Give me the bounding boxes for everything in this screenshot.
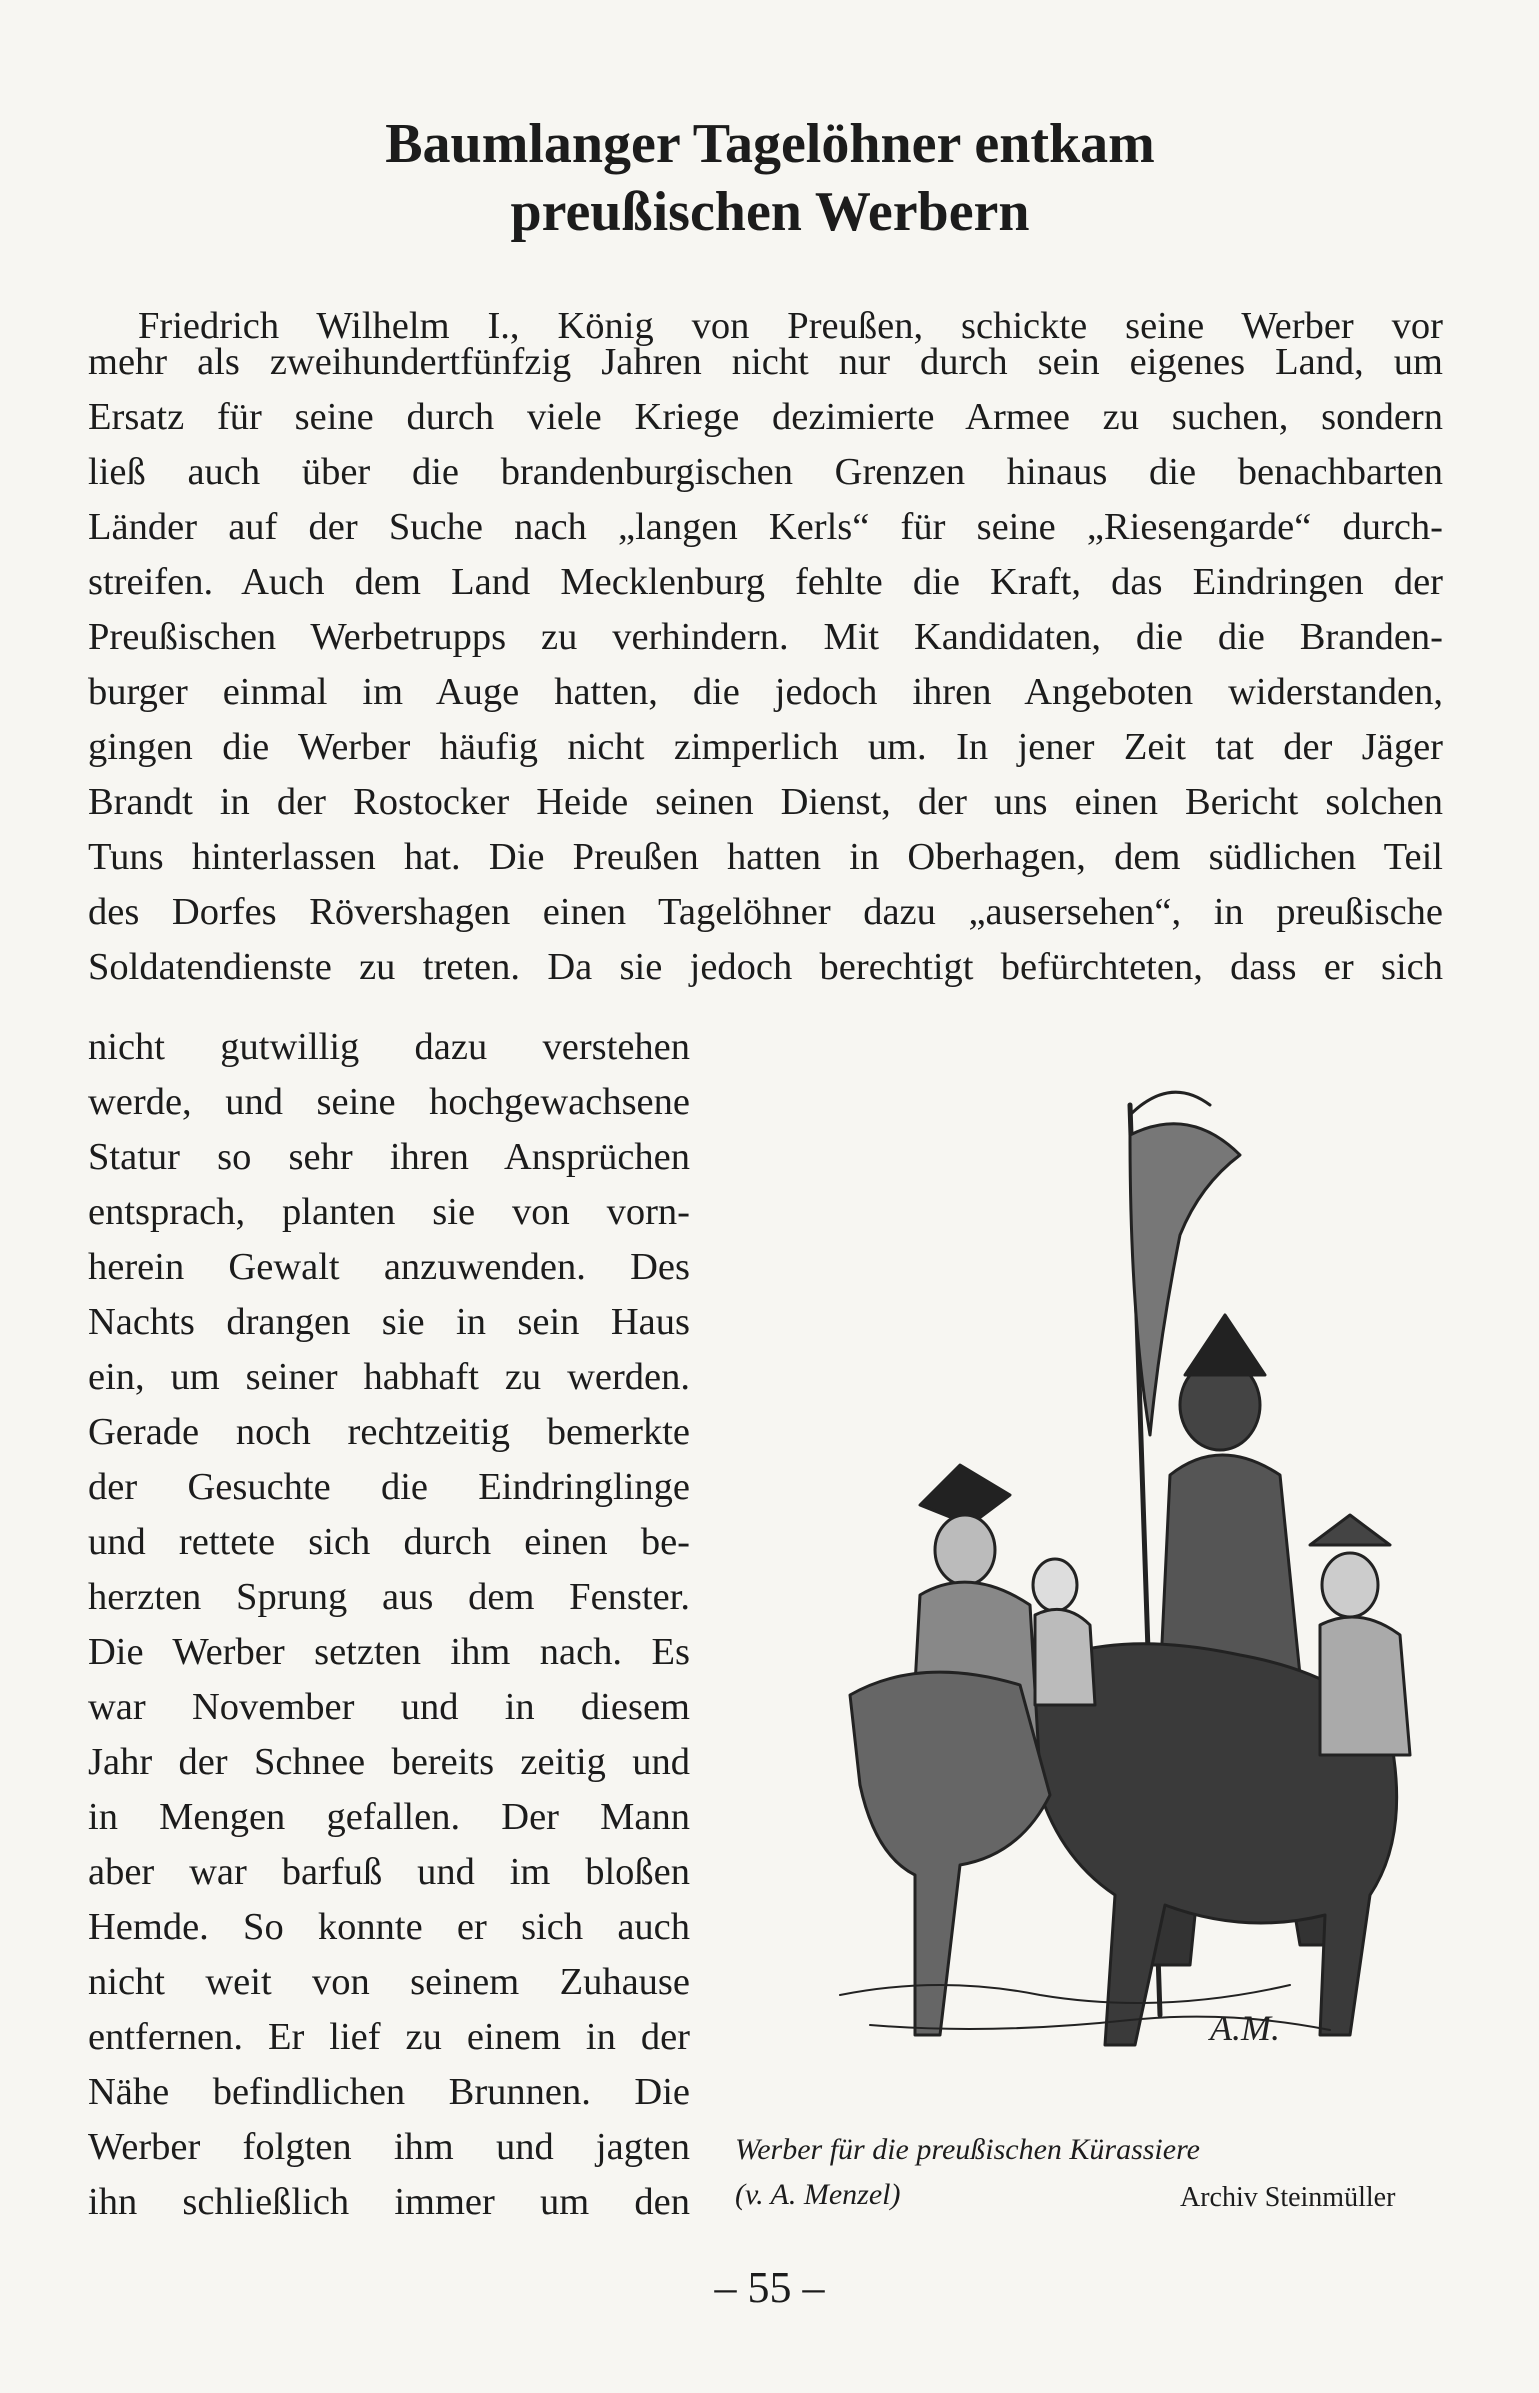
illustration-cuirassiers xyxy=(830,1075,1430,2075)
body-line: in Mengen gefallen. Der Mann xyxy=(88,1796,690,1838)
body-line: Nähe befindlichen Brunnen. Die xyxy=(88,2071,690,2113)
body-line: Die Werber setzten ihm nach. Es xyxy=(88,1631,690,1673)
body-line: und rettete sich durch einen be- xyxy=(88,1521,690,1563)
title-line-1: Baumlanger Tagelöhner entkam xyxy=(385,113,1155,175)
body-line: ließ auch über die brandenburgischen Grenzen hinaus die benachbarten xyxy=(88,451,1443,493)
body-line: burger einmal im Auge hatten, die jedoch ihren Angeboten widerstanden, xyxy=(88,671,1443,713)
body-line: Gerade noch rechtzeitig bemerkte xyxy=(88,1411,690,1453)
body-line: Tuns hinterlassen hat. Die Preußen hatten in Oberhagen, dem südlichen Teil xyxy=(88,836,1443,878)
body-line: mehr als zweihundertfünfzig Jahren nicht nur durch sein eigenes Land, um xyxy=(88,341,1443,383)
body-line: Jahr der Schnee bereits zeitig und xyxy=(88,1741,690,1783)
body-line: ihn schließlich immer um den xyxy=(88,2181,690,2223)
body-line: werde, und seine hochgewachsene xyxy=(88,1081,690,1123)
body-line: herein Gewalt anzuwenden. Des xyxy=(88,1246,690,1288)
body-line: der Gesuchte die Eindringlinge xyxy=(88,1466,690,1508)
body-line: gingen die Werber häufig nicht zimperlich um. In jener Zeit tat der Jäger xyxy=(88,726,1443,768)
figure-caption-author: (v. A. Menzel) xyxy=(735,2178,901,2211)
artist-signature: A.M. xyxy=(1210,2008,1280,2048)
body-line: war November und in diesem xyxy=(88,1686,690,1728)
body-line: Nachts drangen sie in sein Haus xyxy=(88,1301,690,1343)
body-line: Brandt in der Rostocker Heide seinen Dienst, der uns einen Bericht solchen xyxy=(88,781,1443,823)
article-title xyxy=(200,110,1340,246)
body-line: Friedrich Wilhelm I., König von Preußen, schickte seine Werber vor xyxy=(138,305,1443,347)
body-line: Ersatz für seine durch viele Kriege dezimierte Armee zu suchen, sondern xyxy=(88,396,1443,438)
figure-credit: Archiv Steinmüller xyxy=(1180,2182,1396,2213)
body-line: des Dorfes Rövershagen einen Tagelöhner dazu „ausersehen“, in preußische xyxy=(88,891,1443,933)
body-line: herzten Sprung aus dem Fenster. xyxy=(88,1576,690,1618)
body-line: Hemde. So konnte er sich auch xyxy=(88,1906,690,1948)
body-line: ein, um seiner habhaft zu werden. xyxy=(88,1356,690,1398)
body-line: entfernen. Er lief zu einem in der xyxy=(88,2016,690,2058)
body-line: streifen. Auch dem Land Mecklenburg fehlte die Kraft, das Eindringen der xyxy=(88,561,1443,603)
page-number: – 55 – xyxy=(714,2263,825,2312)
body-line: Statur so sehr ihren Ansprüchen xyxy=(88,1136,690,1178)
title-line-2: preußischen Werbern xyxy=(510,181,1030,243)
body-line: nicht weit von seinem Zuhause xyxy=(88,1961,690,2003)
body-line: aber war barfuß und im bloßen xyxy=(88,1851,690,1893)
figure-caption: Werber für die preußischen Kürassiere xyxy=(735,2133,1200,2166)
body-line: entsprach, planten sie von vorn- xyxy=(88,1191,690,1233)
body-line: Soldatendienste zu treten. Da sie jedoch berechtigt befürchteten, dass er sich xyxy=(88,946,1443,988)
body-line: Werber folgten ihm und jagten xyxy=(88,2126,690,2168)
body-line: Preußischen Werbetrupps zu verhindern. Mit Kandidaten, die die Branden- xyxy=(88,616,1443,658)
body-line: nicht gutwillig dazu verstehen xyxy=(88,1026,690,1068)
body-line: Länder auf der Suche nach „langen Kerls“ für seine „Riesengarde“ durch- xyxy=(88,506,1443,548)
